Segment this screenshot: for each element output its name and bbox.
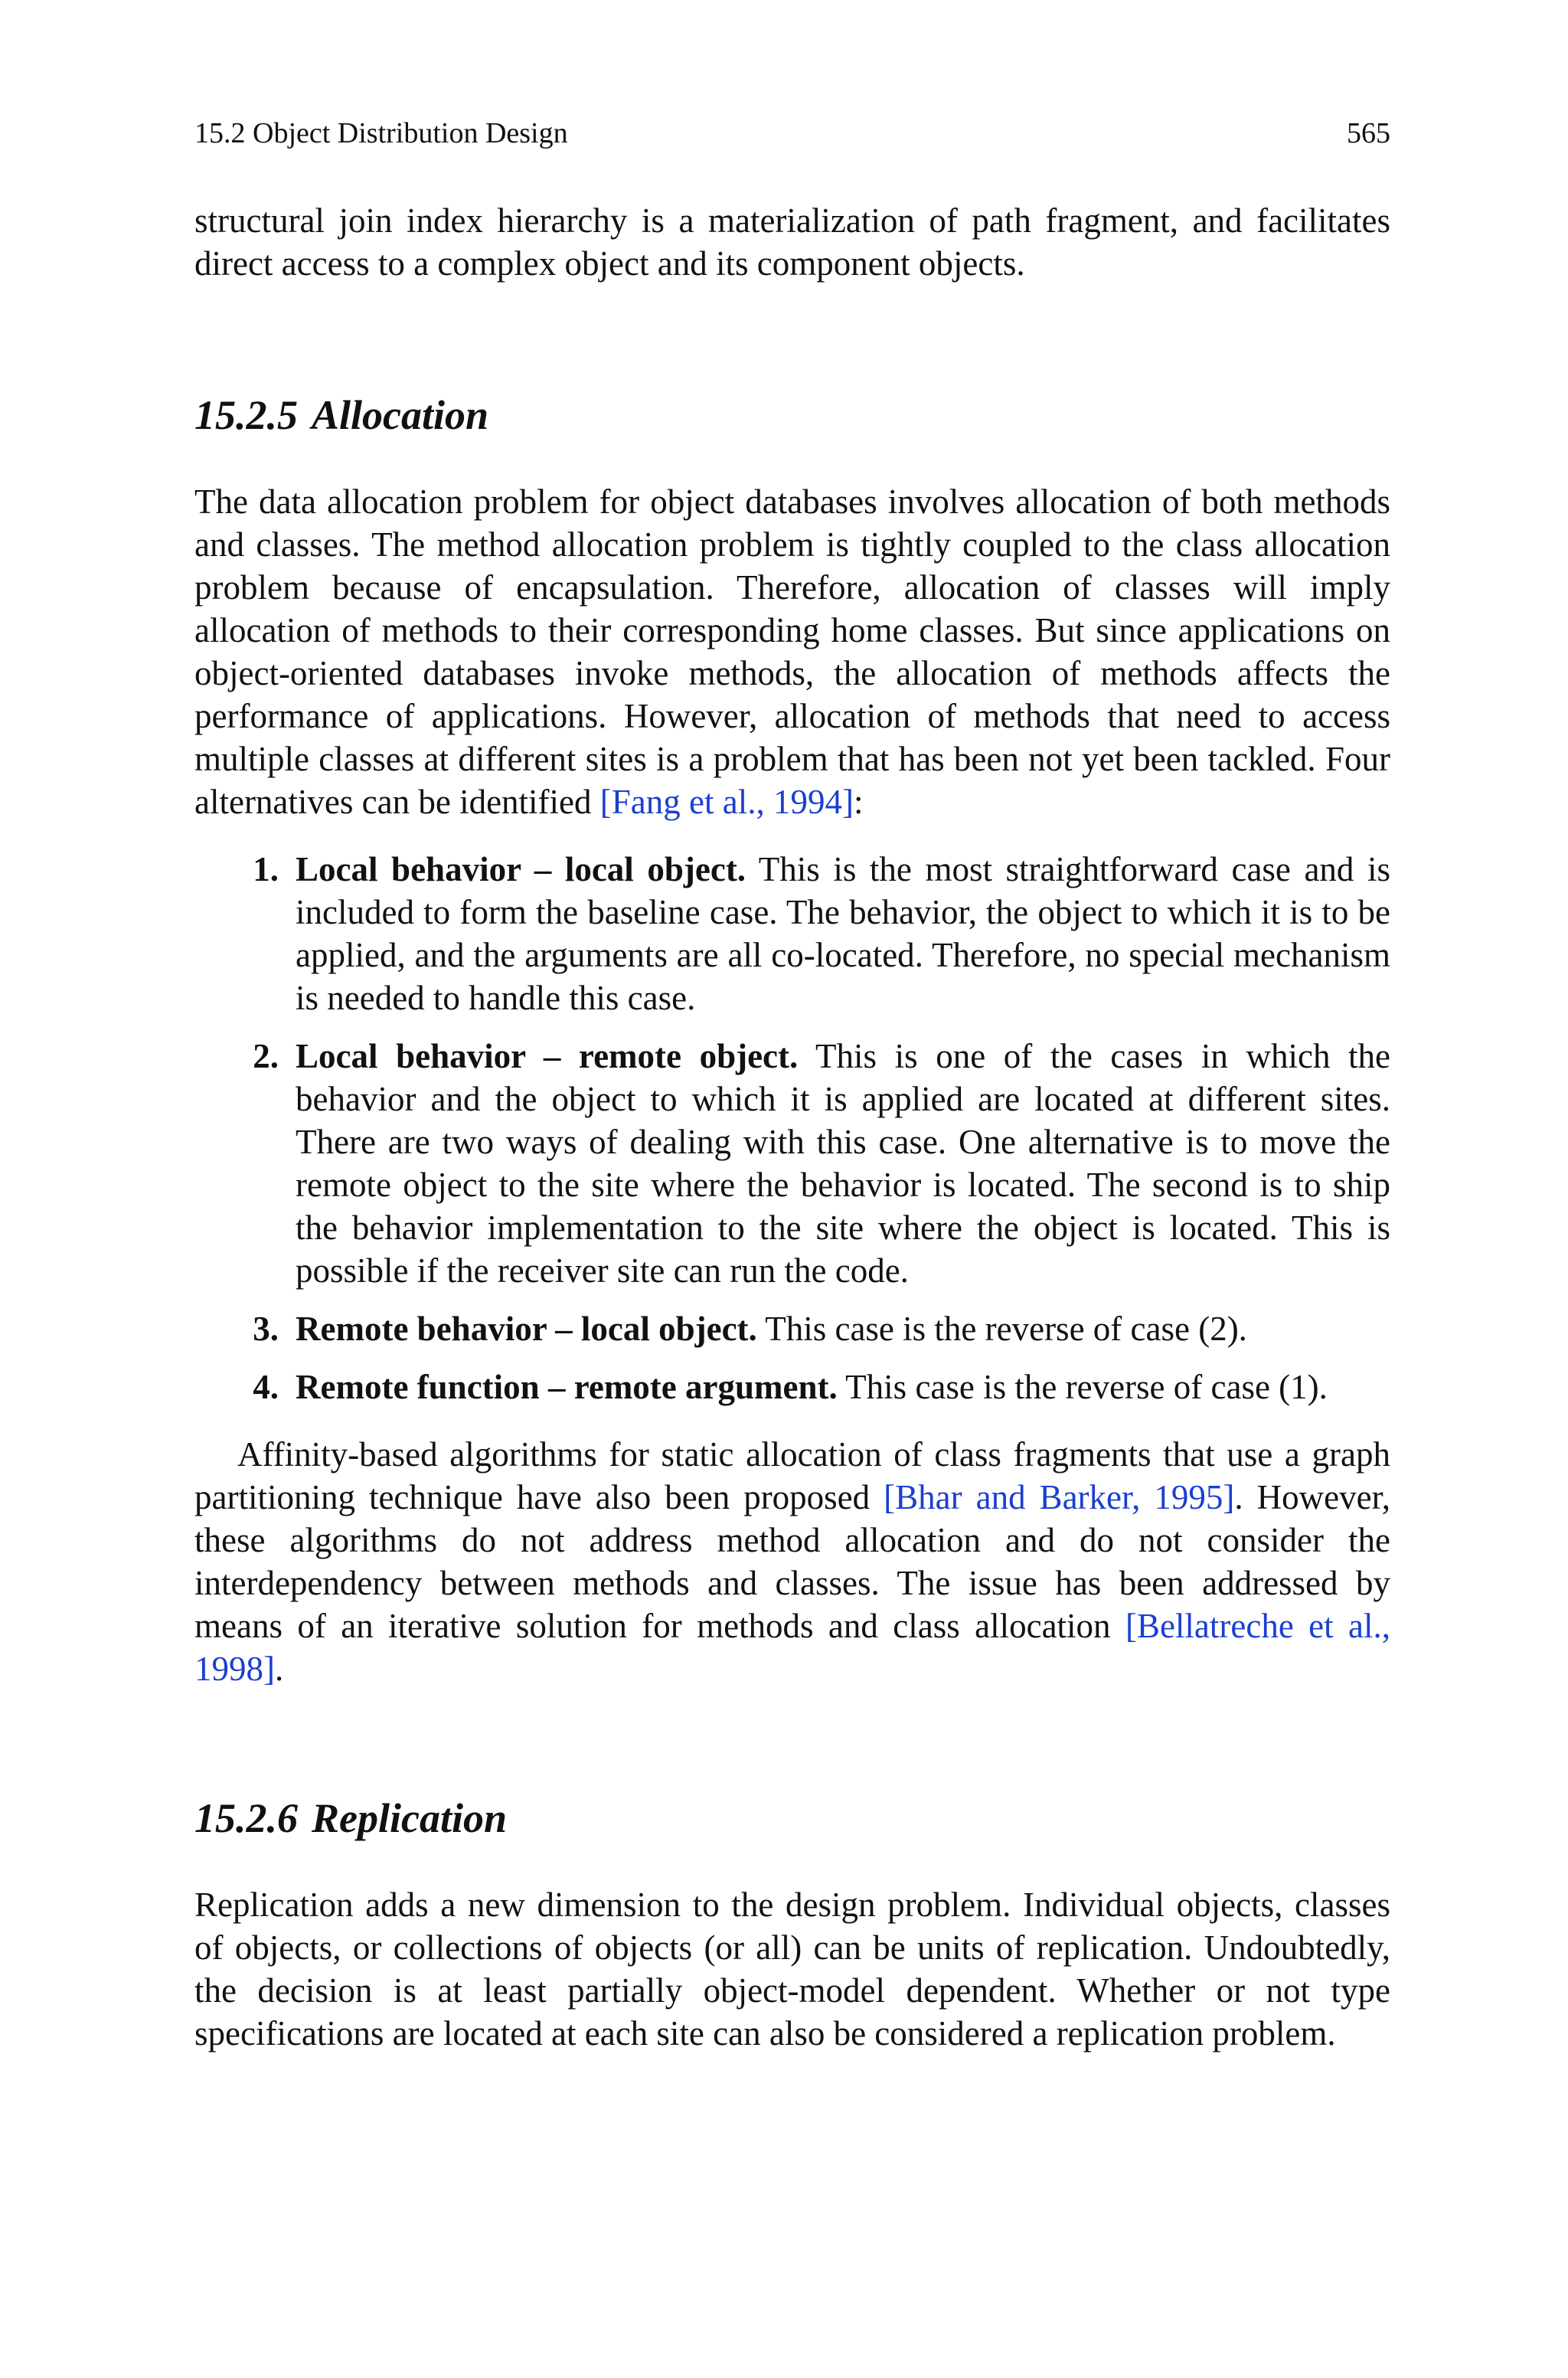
allocation-paragraph xyxy=(194,480,1390,823)
list-item-lead: Remote function – remote argument. xyxy=(296,1368,838,1406)
running-head xyxy=(194,115,1390,152)
list-item-text: This is the most straightforward case and is included to form the baseline case. The behavior, the object to which it is to be applied, and the arguments are all co-located. Therefore, no special mechanism is needed to handle this case. xyxy=(296,850,1390,1017)
list-item xyxy=(194,1307,1390,1350)
section-title: Replication xyxy=(312,1795,507,1841)
running-head-section: 15.2 Object Distribution Design xyxy=(194,117,568,149)
list-item-body xyxy=(296,1366,1390,1408)
section-number: 15.2.5 xyxy=(194,392,298,438)
allocation-paragraph-text: The data allocation problem for object databases involves allocation of both methods and classes. The method allocation problem is tightly coupled to the class allocation problem because of encapsulation. Therefore, allocation of classes will imply allocation of methods to their corresponding home classes. But since applications on object-oriented databases invoke methods, the allocation of methods affects the performance of applications. However, allocation of methods that need to access multiple classes at different sites is a problem that has been not yet been tackled. Four alternatives can be identified xyxy=(194,482,1390,821)
list-item-number: 3. xyxy=(253,1310,279,1348)
list-item-text: This case is the reverse of case (1). xyxy=(837,1368,1328,1406)
section-title: Allocation xyxy=(312,392,489,438)
replication-paragraph: Replication adds a new dimension to the design problem. Individual objects, classes of objects, or collections of objects (or all) can be units of replication. Undoubtedly, the decision is at least partially object-model dependent. Whether or not type specifications are located at each site can also be considered a replication problem. xyxy=(194,1886,1390,2053)
list-item-number: 2. xyxy=(253,1037,279,1075)
citation-link[interactable]: [Bhar and Barker, 1995] xyxy=(884,1478,1235,1516)
list-item xyxy=(194,1366,1390,1408)
alternatives-list xyxy=(194,848,1390,1408)
allocation-paragraph-end: : xyxy=(853,783,864,821)
affinity-text-1: Affinity-based algorithms for static allocation of class fragments that use a graph partitioning technique have also been proposed xyxy=(194,1435,1390,1516)
section-heading-allocation xyxy=(194,388,1390,442)
list-item-number: 1. xyxy=(253,850,279,888)
list-item xyxy=(194,848,1390,1019)
list-item-number: 4. xyxy=(253,1368,279,1406)
list-item-text: This is one of the cases in which the behavior and the object to which it is applied are located at different sites. There are two ways of dealing with this case. One alternative is to move the remote object to the site where the behavior is located. The second is to ship the behavior implementation to the site where the object is located. This is possible if the receiver site can run the code. xyxy=(296,1037,1390,1290)
section-number: 15.2.6 xyxy=(194,1795,298,1841)
list-item-body xyxy=(296,848,1390,1019)
list-item-text: This case is the reverse of case (2). xyxy=(756,1310,1247,1348)
section-heading-replication xyxy=(194,1791,1390,1845)
book-page xyxy=(194,115,1390,2055)
affinity-paragraph xyxy=(194,1433,1390,1690)
citation-link[interactable]: [Fang et al., 1994] xyxy=(599,783,854,821)
intro-paragraph: structural join index hierarchy is a materialization of path fragment, and facilitates direct access to a complex object and its component objects. xyxy=(194,201,1390,283)
list-item-lead: Remote behavior – local object. xyxy=(296,1310,757,1348)
list-item-body xyxy=(296,1035,1390,1292)
list-item-lead: Local behavior – remote object. xyxy=(296,1037,799,1075)
list-item-body xyxy=(296,1307,1390,1350)
list-item-lead: Local behavior – local object. xyxy=(296,850,746,888)
page-number: 565 xyxy=(1347,117,1390,149)
list-item xyxy=(194,1035,1390,1292)
affinity-text-2: . However, these algorithms do not address method allocation and do not consider the interdependency between methods and classes. The issue has been addressed by means of an iterative solution for methods and class allocation xyxy=(194,1478,1391,1645)
citation-link[interactable]: [Bellatreche et al., 1998] xyxy=(194,1607,1390,1688)
affinity-text-3: . xyxy=(275,1650,284,1688)
